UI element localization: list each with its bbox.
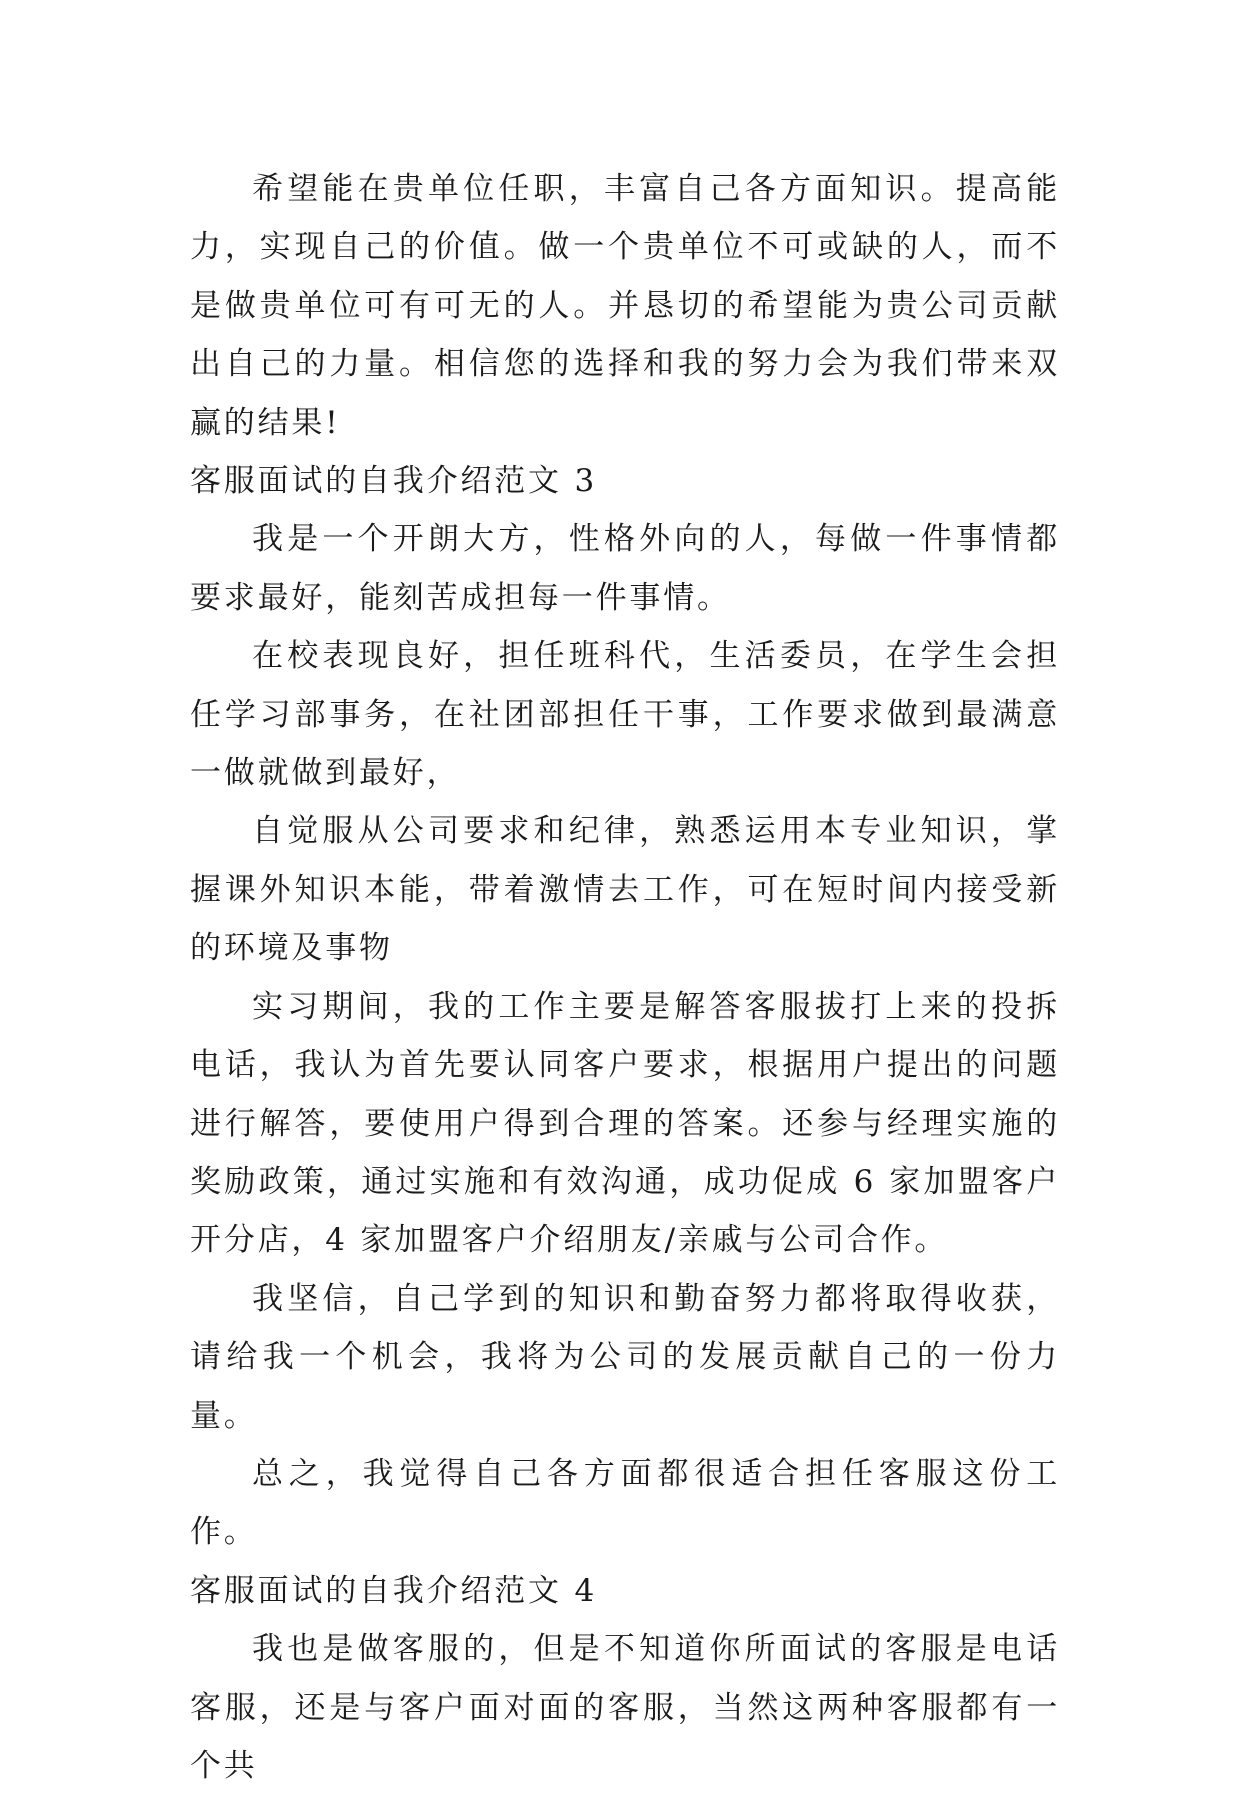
paragraph: 在校表现良好，担任班科代，生活委员，在学生会担任学习部事务，在社团部担任干事，工作要求做到最满意一做就做到最好， [190, 638, 1060, 792]
paragraph: 我是一个开朗大方，性格外向的人，每做一件事情都要求最好，能刻苦成担每一件事情。 [190, 521, 1060, 616]
paragraph: 我也是做客服的，但是不知道你所面试的客服是电话客服，还是与客户面对面的客服，当然这两种客服都有一个共 [190, 1631, 1060, 1784]
section-heading: 客服面试的自我介绍范文 4 [190, 1572, 597, 1609]
paragraph: 实习期间，我的工作主要是解答客服拔打上来的投拆电话，我认为首先要认同客户要求，根据用户提出的问题进行解答，要使用户得到合理的答案。还参与经理实施的奖励政策，通过实施和有效沟通，成功促成 6 家加盟客户开分店，4 家加盟客户介绍朋友/亲戚与公司合作。 [190, 988, 1060, 1259]
document-page [190, 160, 1060, 1795]
paragraph: 我坚信，自己学到的知识和勤奋努力都将取得收获，请给我一个机会，我将为公司的发展贡献自己的一份力量。 [190, 1280, 1060, 1434]
paragraph: 希望能在贵单位任职，丰富自己各方面知识。提高能力，实现自己的价值。做一个贵单位不可或缺的人，而不是做贵单位可有可无的人。并恳切的希望能为贵公司贡献出自己的力量。相信您的选择和我的努力会为我们带来双赢的结果! [190, 171, 1060, 441]
paragraph: 总之，我觉得自己各方面都很适合担任客服这份工作。 [190, 1455, 1060, 1551]
section-heading: 客服面试的自我介绍范文 3 [190, 463, 597, 500]
paragraph: 自觉服从公司要求和纪律，熟悉运用本专业知识，掌握课外知识本能，带着激情去工作，可在短时间内接受新的环境及事物 [190, 813, 1060, 967]
